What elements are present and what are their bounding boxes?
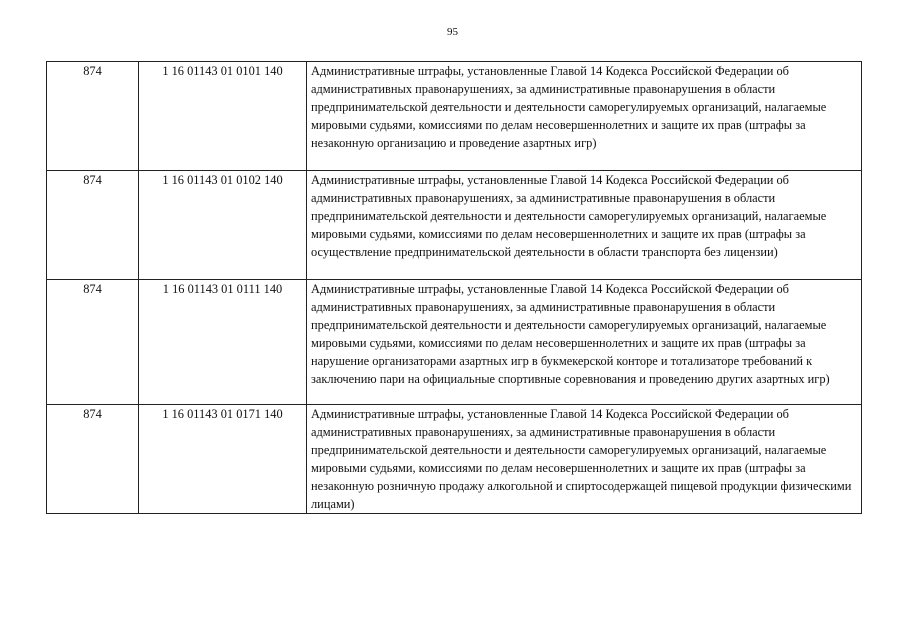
- budget-code-cell: 1 16 01143 01 0102 140: [139, 171, 307, 280]
- page-number: 95: [447, 26, 458, 38]
- admin-code-cell: 874: [47, 280, 139, 405]
- description-cell: Административные штрафы, установленные Главой 14 Кодекса Российской Федерации об административных правонарушениях, за административные правонарушения в области предпринимательской деятельности и деятельности саморегулируемых организаций, налагаемые мировыми судьями, комиссиями по делам несовершеннолетних и защите их прав (штрафы за незаконную организацию и проведение азартных игр): [307, 62, 862, 171]
- admin-code-cell: 874: [47, 171, 139, 280]
- description-cell: Административные штрафы, установленные Главой 14 Кодекса Российской Федерации об административных правонарушениях, за административные правонарушения в области предпринимательской деятельности и деятельности саморегулируемых организаций, налагаемые мировыми судьями, комиссиями по делам несовершеннолетних и защите их прав (штрафы за нарушение организаторами азартных игр в букмекерской конторе и тотализаторе требований к заключению пари на официальные спортивные соревнования и проведению других азартных игр): [307, 280, 862, 405]
- description-cell: Административные штрафы, установленные Главой 14 Кодекса Российской Федерации об административных правонарушениях, за административные правонарушения в области предпринимательской деятельности и деятельности саморегулируемых организаций, налагаемые мировыми судьями, комиссиями по делам несовершеннолетних и защите их прав (штрафы за осуществление предпринимательской деятельности в области транспорта без лицензии): [307, 171, 862, 280]
- table-row: [47, 280, 862, 405]
- table-row: [47, 171, 862, 280]
- budget-code-cell: 1 16 01143 01 0101 140: [139, 62, 307, 171]
- budget-code-cell: 1 16 01143 01 0111 140: [139, 280, 307, 405]
- table-row: [47, 62, 862, 171]
- budget-classification-table: [46, 61, 862, 514]
- admin-code-cell: 874: [47, 62, 139, 171]
- admin-code-cell: 874: [47, 405, 139, 514]
- budget-code-cell: 1 16 01143 01 0171 140: [139, 405, 307, 514]
- description-cell: Административные штрафы, установленные Главой 14 Кодекса Российской Федерации об административных правонарушениях, за административные правонарушения в области предпринимательской деятельности и деятельности саморегулируемых организаций, налагаемые мировыми судьями, комиссиями по делам несовершеннолетних и защите их прав (штрафы за незаконную розничную продажу алкогольной и спиртосодержащей пищевой продукции физическими лицами): [307, 405, 862, 514]
- table-row: [47, 405, 862, 514]
